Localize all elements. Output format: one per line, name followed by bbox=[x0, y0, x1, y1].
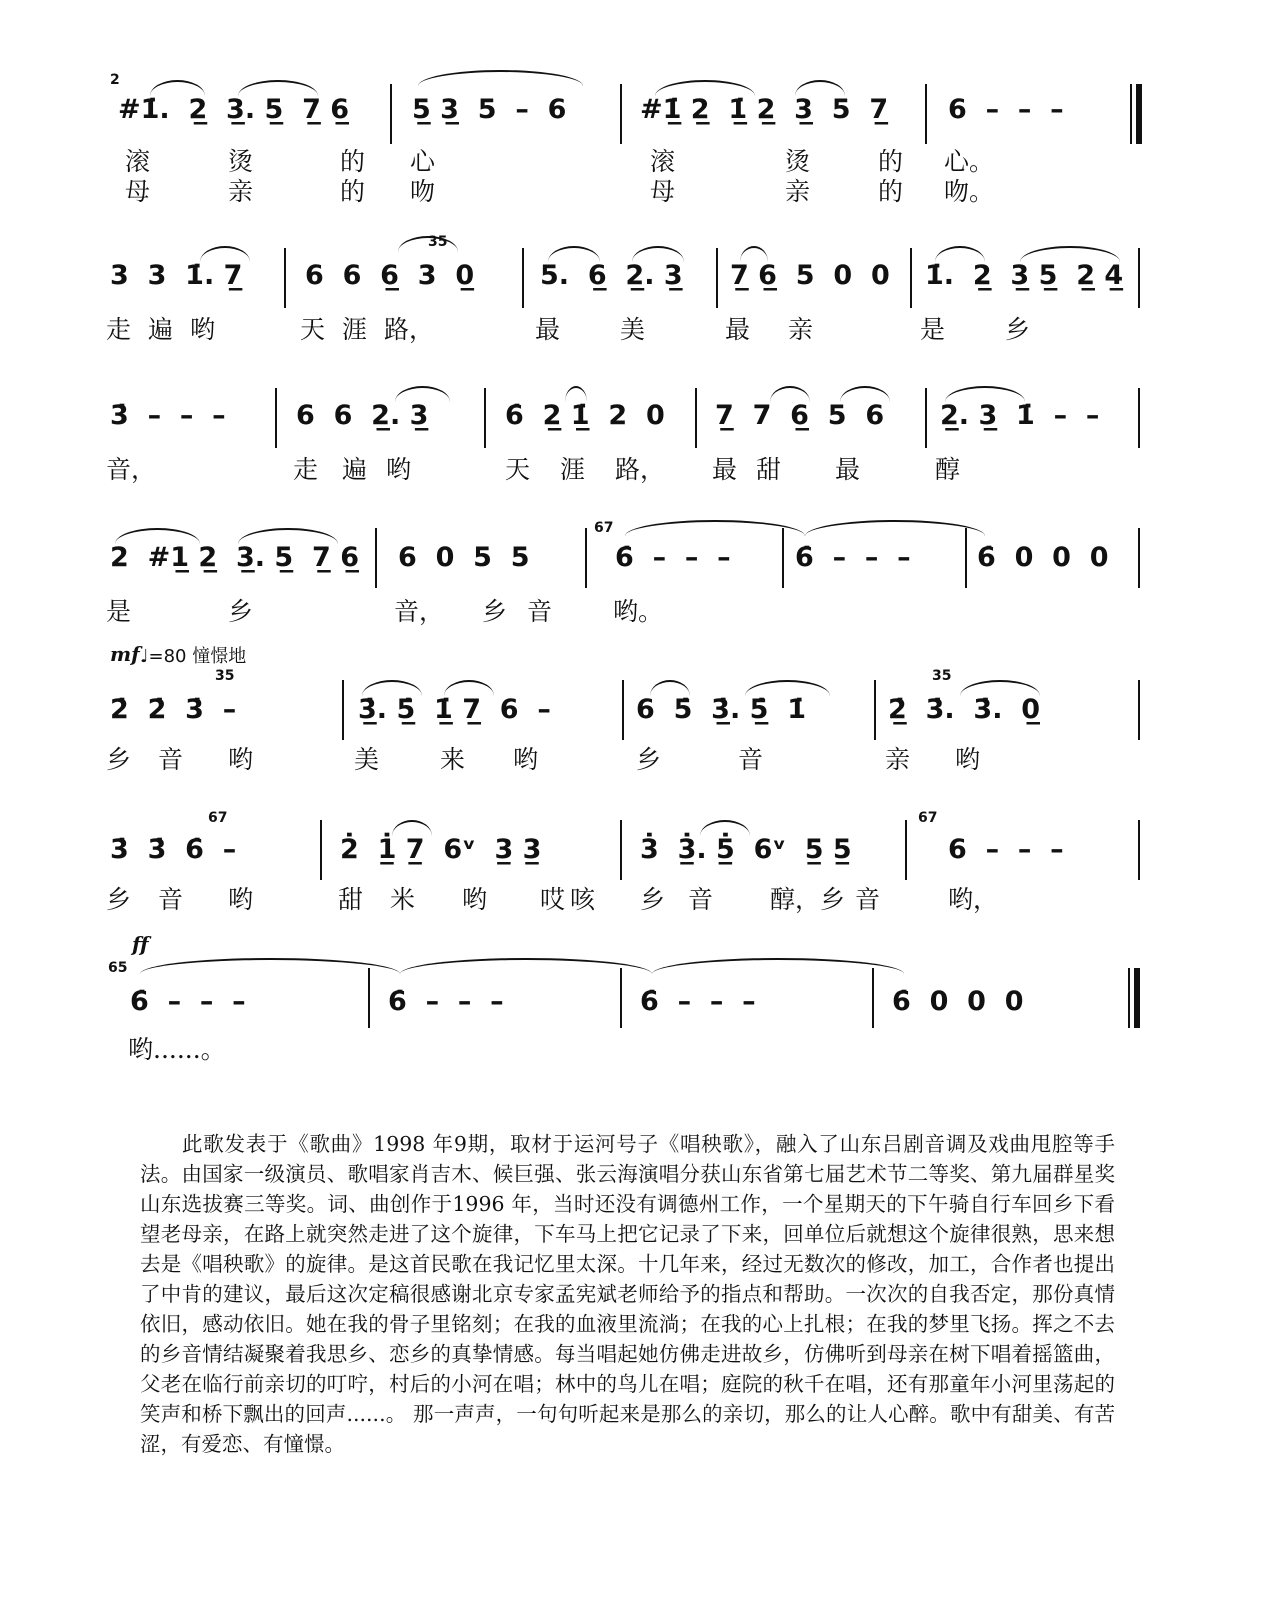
lyric: 天 bbox=[300, 315, 326, 344]
lyric: 心 bbox=[410, 147, 436, 176]
tie-mark bbox=[400, 958, 652, 974]
lyric: 哟 bbox=[513, 745, 539, 774]
measure-notes: 6̇ 2̲ 1̲̇ 2 0 bbox=[505, 400, 665, 431]
lyric: 的 bbox=[878, 147, 904, 176]
lyric: 亲 bbox=[788, 315, 814, 344]
measure-notes: 7̲ 7 6̲ 5 6 bbox=[715, 400, 885, 431]
slur-mark bbox=[625, 520, 805, 536]
measure-notes: 3̇ 3̲̇. 5̲̇ 6ᵛ 5̲ 5̲ bbox=[640, 834, 852, 865]
grace-note: 65 bbox=[108, 960, 128, 976]
lyric: 最 bbox=[835, 455, 861, 484]
measure-notes: 6̇ – – – bbox=[130, 986, 246, 1017]
lyric: 走 bbox=[106, 315, 132, 344]
slur-mark bbox=[200, 246, 250, 262]
slur-mark bbox=[565, 386, 587, 402]
barline bbox=[522, 248, 524, 308]
grace-note: 35 bbox=[428, 234, 448, 250]
measure-notes: 2̲. 3̲ 1̇ – – bbox=[940, 400, 1100, 431]
lyric: 吻。 bbox=[944, 177, 995, 206]
lyric: 哟 bbox=[228, 885, 254, 914]
lyric: 音 bbox=[527, 597, 553, 626]
lyric: 甜 bbox=[756, 455, 782, 484]
tie-mark bbox=[652, 958, 904, 974]
barline bbox=[1138, 388, 1140, 448]
measure-notes: 2̇ 1̲̇ 7̲ 6ᵛ 3̲ 3̲ bbox=[340, 834, 542, 865]
measure-notes: 6 5̇ 3̲̇. 5̲̇ 1̇ bbox=[636, 694, 806, 725]
measure-notes: 6 6 2̲. 3̲ bbox=[296, 400, 429, 431]
measure-notes: 3 3 1̇. 7̲ bbox=[110, 260, 243, 291]
lyric: 母 bbox=[650, 177, 676, 206]
lyric: 是 bbox=[106, 597, 132, 626]
measure-notes: 6̇ – – – bbox=[615, 542, 731, 573]
measure-notes: #1̇. 2̲ 3̲. 5̲ 7̲ 6̲ bbox=[118, 94, 350, 125]
lyric: 咳 bbox=[570, 885, 596, 914]
barline bbox=[620, 84, 622, 144]
lyric: 音 bbox=[855, 885, 881, 914]
lyrics-row bbox=[0, 1030, 1270, 1100]
barline bbox=[695, 388, 697, 448]
measure-notes: 6 0 5 5 bbox=[398, 542, 530, 573]
repeat-barline-thick bbox=[1136, 84, 1142, 144]
measure-notes: 6 6 6̲ 3 0̲ bbox=[305, 260, 475, 291]
lyric: 走 bbox=[293, 455, 319, 484]
measure-notes: 6̇ 0 0 0 bbox=[892, 986, 1024, 1017]
measure-notes: 6̇ – – – bbox=[640, 986, 756, 1017]
lyrics-row bbox=[0, 880, 1270, 950]
dynamic-marking: mf bbox=[110, 642, 140, 666]
measure-notes: 3̇ – – – bbox=[110, 400, 226, 431]
barline bbox=[1138, 680, 1140, 740]
measure-notes: 5. 6̲ 2̲. 3̲ bbox=[540, 260, 683, 291]
grace-note: 2 bbox=[110, 72, 120, 88]
lyrics-row bbox=[0, 740, 1270, 810]
slur-mark bbox=[945, 386, 1025, 402]
barline bbox=[874, 680, 876, 740]
lyric: 滚 bbox=[125, 147, 151, 176]
dynamic-marking: ff bbox=[132, 932, 149, 956]
lyric: 音 bbox=[688, 885, 714, 914]
measure-notes: 1̇. 2̲ 3̲ 5̲ 2̲ 4̲ bbox=[925, 260, 1124, 291]
lyric: 来 bbox=[440, 745, 466, 774]
measure-notes: 7̲ 6̲ 5 0 0 bbox=[730, 260, 890, 291]
slur-mark bbox=[700, 820, 750, 836]
barline bbox=[925, 388, 927, 448]
lyric: 乡 bbox=[636, 745, 662, 774]
lyric: 最 bbox=[712, 455, 738, 484]
slur-mark bbox=[238, 80, 318, 96]
measure-notes: #1̲̇ 2̲ 1̲̇ 2̲ 3̲ 5 7̲ bbox=[640, 94, 889, 125]
lyric: 遍 bbox=[342, 455, 368, 484]
slur-mark bbox=[745, 680, 830, 696]
barline bbox=[1138, 528, 1140, 588]
lyric: 的 bbox=[340, 147, 366, 176]
lyric: 音， bbox=[394, 597, 445, 626]
lyric: 涯 bbox=[342, 315, 368, 344]
barline bbox=[622, 680, 624, 740]
measure-notes: 3̇ 3̇ 6̇ – bbox=[110, 834, 237, 865]
lyric: 路， bbox=[615, 455, 666, 484]
lyric: 烫 bbox=[785, 147, 811, 176]
lyric: 天 bbox=[505, 455, 531, 484]
lyric: 哟......。 bbox=[128, 1035, 226, 1064]
measure-notes: 5̲ 3̲ 5 – 6 bbox=[412, 94, 567, 125]
barline bbox=[1138, 248, 1140, 308]
grace-note: 67 bbox=[208, 810, 228, 826]
lyric: 音 bbox=[158, 885, 184, 914]
lyric: 醇 bbox=[935, 455, 961, 484]
barline bbox=[320, 820, 322, 880]
lyric: 哟。 bbox=[613, 597, 664, 626]
end-barline-thick bbox=[1134, 968, 1140, 1028]
lyric: 亲 bbox=[785, 177, 811, 206]
notes-row bbox=[0, 234, 1270, 308]
barline bbox=[368, 968, 370, 1028]
barline bbox=[905, 820, 907, 880]
lyric: 甜 bbox=[338, 885, 364, 914]
lyric: 乡 bbox=[228, 597, 254, 626]
lyric: 音， bbox=[106, 455, 157, 484]
lyric: 哟 bbox=[955, 745, 981, 774]
measure-notes: 2̇ 2̇ 3̇ – bbox=[110, 694, 237, 725]
lyric: 音 bbox=[738, 745, 764, 774]
barline bbox=[342, 680, 344, 740]
measure-notes: 6̇ – – – bbox=[795, 542, 911, 573]
barline bbox=[284, 248, 286, 308]
grace-note: 35 bbox=[215, 668, 235, 684]
lyric: 心。 bbox=[944, 147, 995, 176]
lyric: 哟 bbox=[190, 315, 216, 344]
barline bbox=[620, 968, 622, 1028]
barline bbox=[620, 820, 622, 880]
lyric: 乡 bbox=[106, 745, 132, 774]
lyric: 涯 bbox=[560, 455, 586, 484]
lyric: 滚 bbox=[650, 147, 676, 176]
grace-note: 67 bbox=[594, 520, 614, 536]
lyric: 的 bbox=[878, 177, 904, 206]
barline bbox=[716, 248, 718, 308]
barline bbox=[782, 528, 784, 588]
lyrics-row bbox=[0, 450, 1270, 520]
lyric: 乡 bbox=[640, 885, 666, 914]
lyric: 母 bbox=[125, 177, 151, 206]
grace-note: 67 bbox=[918, 810, 938, 826]
lyric: 乡 bbox=[482, 597, 508, 626]
song-note-paragraph: 此歌发表于《歌曲》1998 年9期，取材于运河号子《唱秧歌》，融入了山东吕剧音调及戏曲甩腔等手法。由国家一级演员、歌唱家肖吉木、候巨强、张云海演唱分获山东省第七届艺术节二等奖、第九届群星奖山东选拔赛三等奖。词、曲创作于1996 年，当时还没有调德州工作，一个星期天的下午骑自行车回乡下看望老母亲，在路上就突然走进了这个旋律，下车马上把它记录了下来，回单位后就想这个旋律很熟，思来想去是《唱秧歌》的旋律。是这首民歌在我记忆里太深。十几年来，经过无数次的修改，加工，合作者也提出了中肯的建议，最后这次定稿很感谢北京专家孟宪斌老师给予的指点和帮助。一次次的自我否定，那份真情依旧，感动依旧。她在我的骨子里铭刻；在我的血液里流淌；在我的心上扎根；在我的梦里飞扬。挥之不去的乡音情结凝聚着我思乡、恋乡的真挚情感。每当唱起她仿佛走进故乡，仿佛听到母亲在树下唱着摇篮曲，父老在临行前亲切的叮咛，村后的小河在唱；林中的鸟儿在唱；庭院的秋千在唱，还有那童年小河里荡起的笑声和桥下飘出的回声......。 那一声声，一句句听起来是那么的亲切，那么的让人心醉。歌中有甜美、有苦涩，有爱恋、有憧憬。 bbox=[140, 1131, 1115, 1456]
slur-mark bbox=[650, 680, 690, 696]
slur-mark bbox=[398, 236, 458, 252]
notes-row bbox=[0, 388, 1270, 448]
measure-notes: 6̇ – – – bbox=[388, 986, 504, 1017]
tempo-marking: ♩=80 憧憬地 bbox=[140, 646, 247, 667]
slur-mark bbox=[444, 680, 494, 696]
measure-notes: 6 – – – bbox=[948, 834, 1064, 865]
slur-mark bbox=[418, 70, 583, 86]
notes-row bbox=[0, 960, 1270, 1028]
barline bbox=[585, 528, 587, 588]
slur-mark bbox=[238, 528, 338, 544]
notes-row bbox=[0, 72, 1270, 144]
slur-mark bbox=[548, 246, 600, 262]
notes-row bbox=[0, 810, 1270, 880]
lyric: 哟 bbox=[386, 455, 412, 484]
lyric: 吻 bbox=[410, 177, 436, 206]
slur-mark bbox=[655, 80, 755, 96]
barline bbox=[484, 388, 486, 448]
notes-row bbox=[0, 520, 1270, 588]
lyric: 亲 bbox=[228, 177, 254, 206]
slur-mark bbox=[362, 680, 422, 696]
lyric: 路， bbox=[384, 315, 435, 344]
barline bbox=[390, 84, 392, 144]
barline bbox=[872, 968, 874, 1028]
lyric: 乡 bbox=[1005, 315, 1031, 344]
barline bbox=[965, 528, 967, 588]
slur-mark bbox=[1020, 246, 1120, 262]
lyric: 最 bbox=[725, 315, 751, 344]
lyric: 烫 bbox=[228, 147, 254, 176]
measure-notes: 6̇ 0 0 0 bbox=[977, 542, 1109, 573]
barline bbox=[925, 84, 927, 144]
slur-mark bbox=[392, 820, 432, 836]
lyric: 亲 bbox=[885, 745, 911, 774]
measure-notes: 6 – – – bbox=[948, 94, 1064, 125]
slur-mark bbox=[632, 246, 684, 262]
lyric: 遍 bbox=[148, 315, 174, 344]
lyric: 美 bbox=[354, 745, 380, 774]
lyric: 哟 bbox=[228, 745, 254, 774]
slur-mark bbox=[960, 680, 1040, 696]
slur-mark bbox=[795, 80, 845, 96]
grace-note: 35 bbox=[932, 668, 952, 684]
slur-mark bbox=[805, 520, 985, 536]
lyric: 米 bbox=[390, 885, 416, 914]
slur-mark bbox=[840, 386, 890, 402]
lyric: 最 bbox=[535, 315, 561, 344]
lyric: 哎 bbox=[540, 885, 566, 914]
slur-mark bbox=[740, 246, 768, 262]
slur-mark bbox=[770, 386, 810, 402]
barline bbox=[910, 248, 912, 308]
lyric: 美 bbox=[620, 315, 646, 344]
slur-mark bbox=[395, 386, 450, 402]
tie-mark bbox=[140, 958, 400, 974]
barline bbox=[275, 388, 277, 448]
lyrics-row bbox=[0, 310, 1270, 380]
repeat-barline-thin bbox=[1130, 84, 1132, 144]
lyric: 哟， bbox=[948, 885, 999, 914]
measure-notes: 2̲̇ 3̇. 3̇. 0̲ bbox=[888, 694, 1041, 725]
lyric: 醇，乡 bbox=[770, 885, 846, 914]
lyric: 乡 bbox=[106, 885, 132, 914]
slur-mark bbox=[935, 246, 985, 262]
lyric: 的 bbox=[340, 177, 366, 206]
slur-mark bbox=[115, 528, 200, 544]
measure-notes: 3̲̇. 5̲̇ 1̲̇ 7̲ 6 – bbox=[358, 694, 551, 725]
lyric: 音 bbox=[158, 745, 184, 774]
barline bbox=[1138, 820, 1140, 880]
lyric: 哟 bbox=[462, 885, 488, 914]
barline bbox=[375, 528, 377, 588]
slur-mark bbox=[150, 80, 205, 96]
measure-notes: 2 #1̲ 2̲ 3̲. 5̲ 7̲ 6̲ bbox=[110, 542, 359, 573]
lyrics-row bbox=[0, 142, 1270, 212]
notes-row bbox=[0, 668, 1270, 740]
lyric: 是 bbox=[920, 315, 946, 344]
end-barline-thin bbox=[1128, 968, 1130, 1028]
